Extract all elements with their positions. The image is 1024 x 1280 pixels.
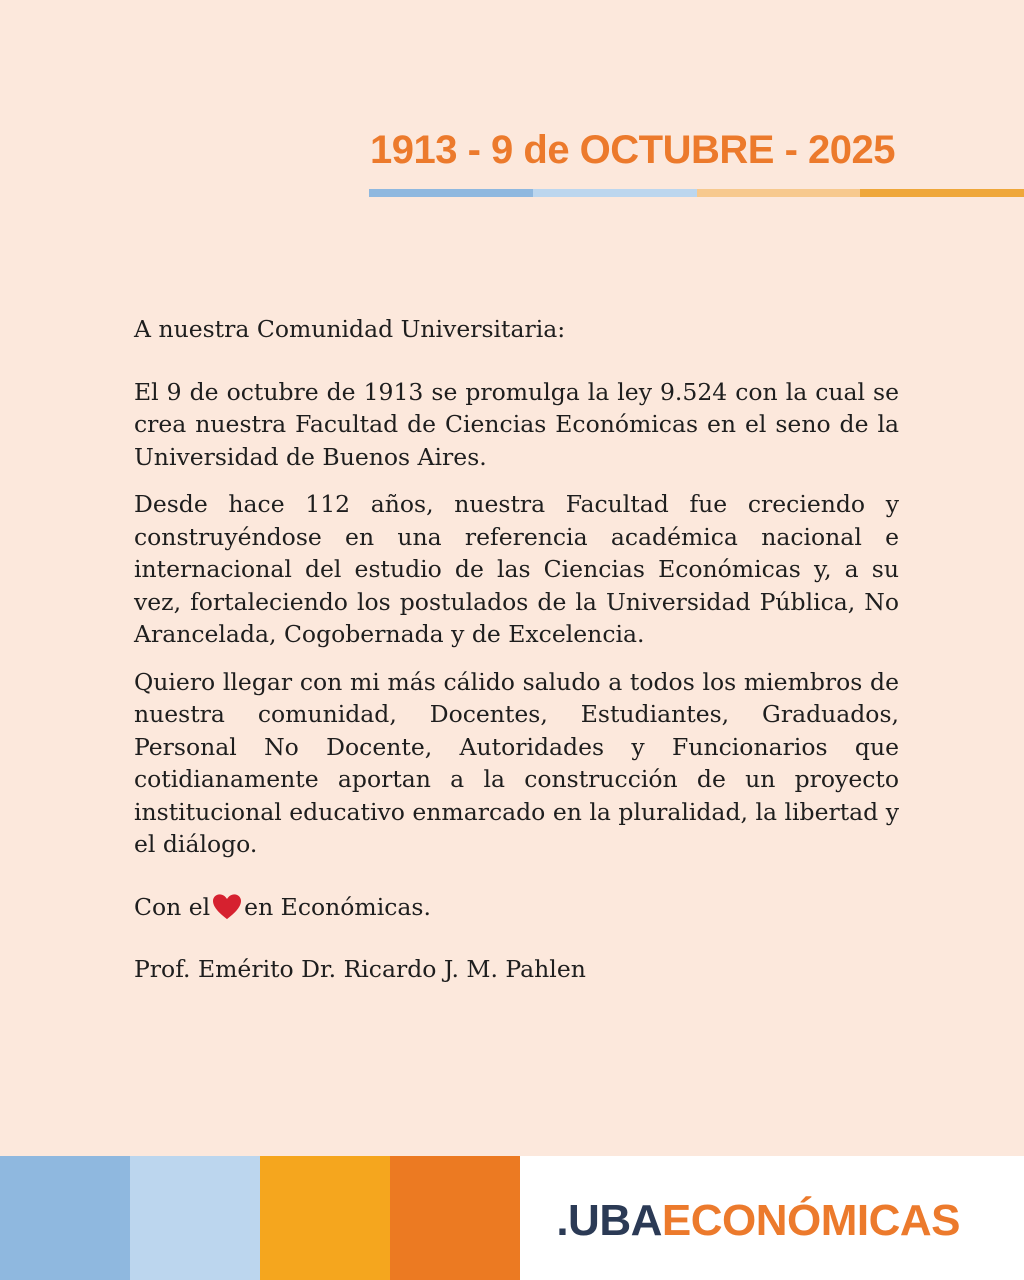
color-bar-segment (697, 189, 861, 197)
color-bar-segment (533, 189, 697, 197)
signature: Prof. Emérito Dr. Ricardo J. M. Pahlen (134, 955, 586, 983)
footer-color-block (390, 1156, 520, 1280)
closing-text-after: en Económicas. (244, 892, 431, 921)
heart-icon (212, 893, 242, 921)
footer-color-block (130, 1156, 260, 1280)
logo-area (520, 1156, 1024, 1280)
color-bar-segment (369, 189, 533, 197)
footer (0, 1156, 1024, 1280)
footer-color-block (0, 1156, 130, 1280)
letter-paragraph: Desde hace 112 años, nuestra Facultad fue creciendo y construyéndose en una referencia académica nacional e internacional del estudio de las Ciencias Económicas y, a su vez, fortaleciendo los postulados de la Universidad Pública, No Arancelada, Cogobernada y de Excelencia. (134, 490, 899, 648)
header-title: 1913 - 9 de OCTUBRE - 2025 (370, 128, 895, 172)
letter-paragraph: El 9 de octubre de 1913 se promulga la ley 9.524 con la cual se crea nuestra Facultad de Ciencias Económicas en el seno de la Universidad de Buenos Aires. (134, 377, 899, 471)
logo-economicas-text: ECONÓMICAS (661, 1196, 960, 1245)
uba-economicas-logo (556, 1196, 960, 1246)
logo-uba-text: .UBA (556, 1196, 662, 1245)
footer-color-block (260, 1156, 390, 1280)
header-color-bar (369, 189, 1024, 197)
letter-greeting: A nuestra Comunidad Universitaria: (134, 315, 566, 343)
closing-text-before: Con el (134, 892, 211, 921)
letter-paragraph: Quiero llegar con mi más cálido saludo a todos los miembros de nuestra comunidad, Docentes, Estudiantes, Graduados, Personal No Docente, Autoridades y Funcionarios que cotidianamente aportan a la construcción de un proyecto institucional educativo enmarcado en la pluralidad, la libertad y el diálogo. (134, 667, 899, 858)
color-bar-segment (860, 189, 1024, 197)
letter-closing (134, 891, 899, 924)
letter-body (134, 313, 899, 986)
